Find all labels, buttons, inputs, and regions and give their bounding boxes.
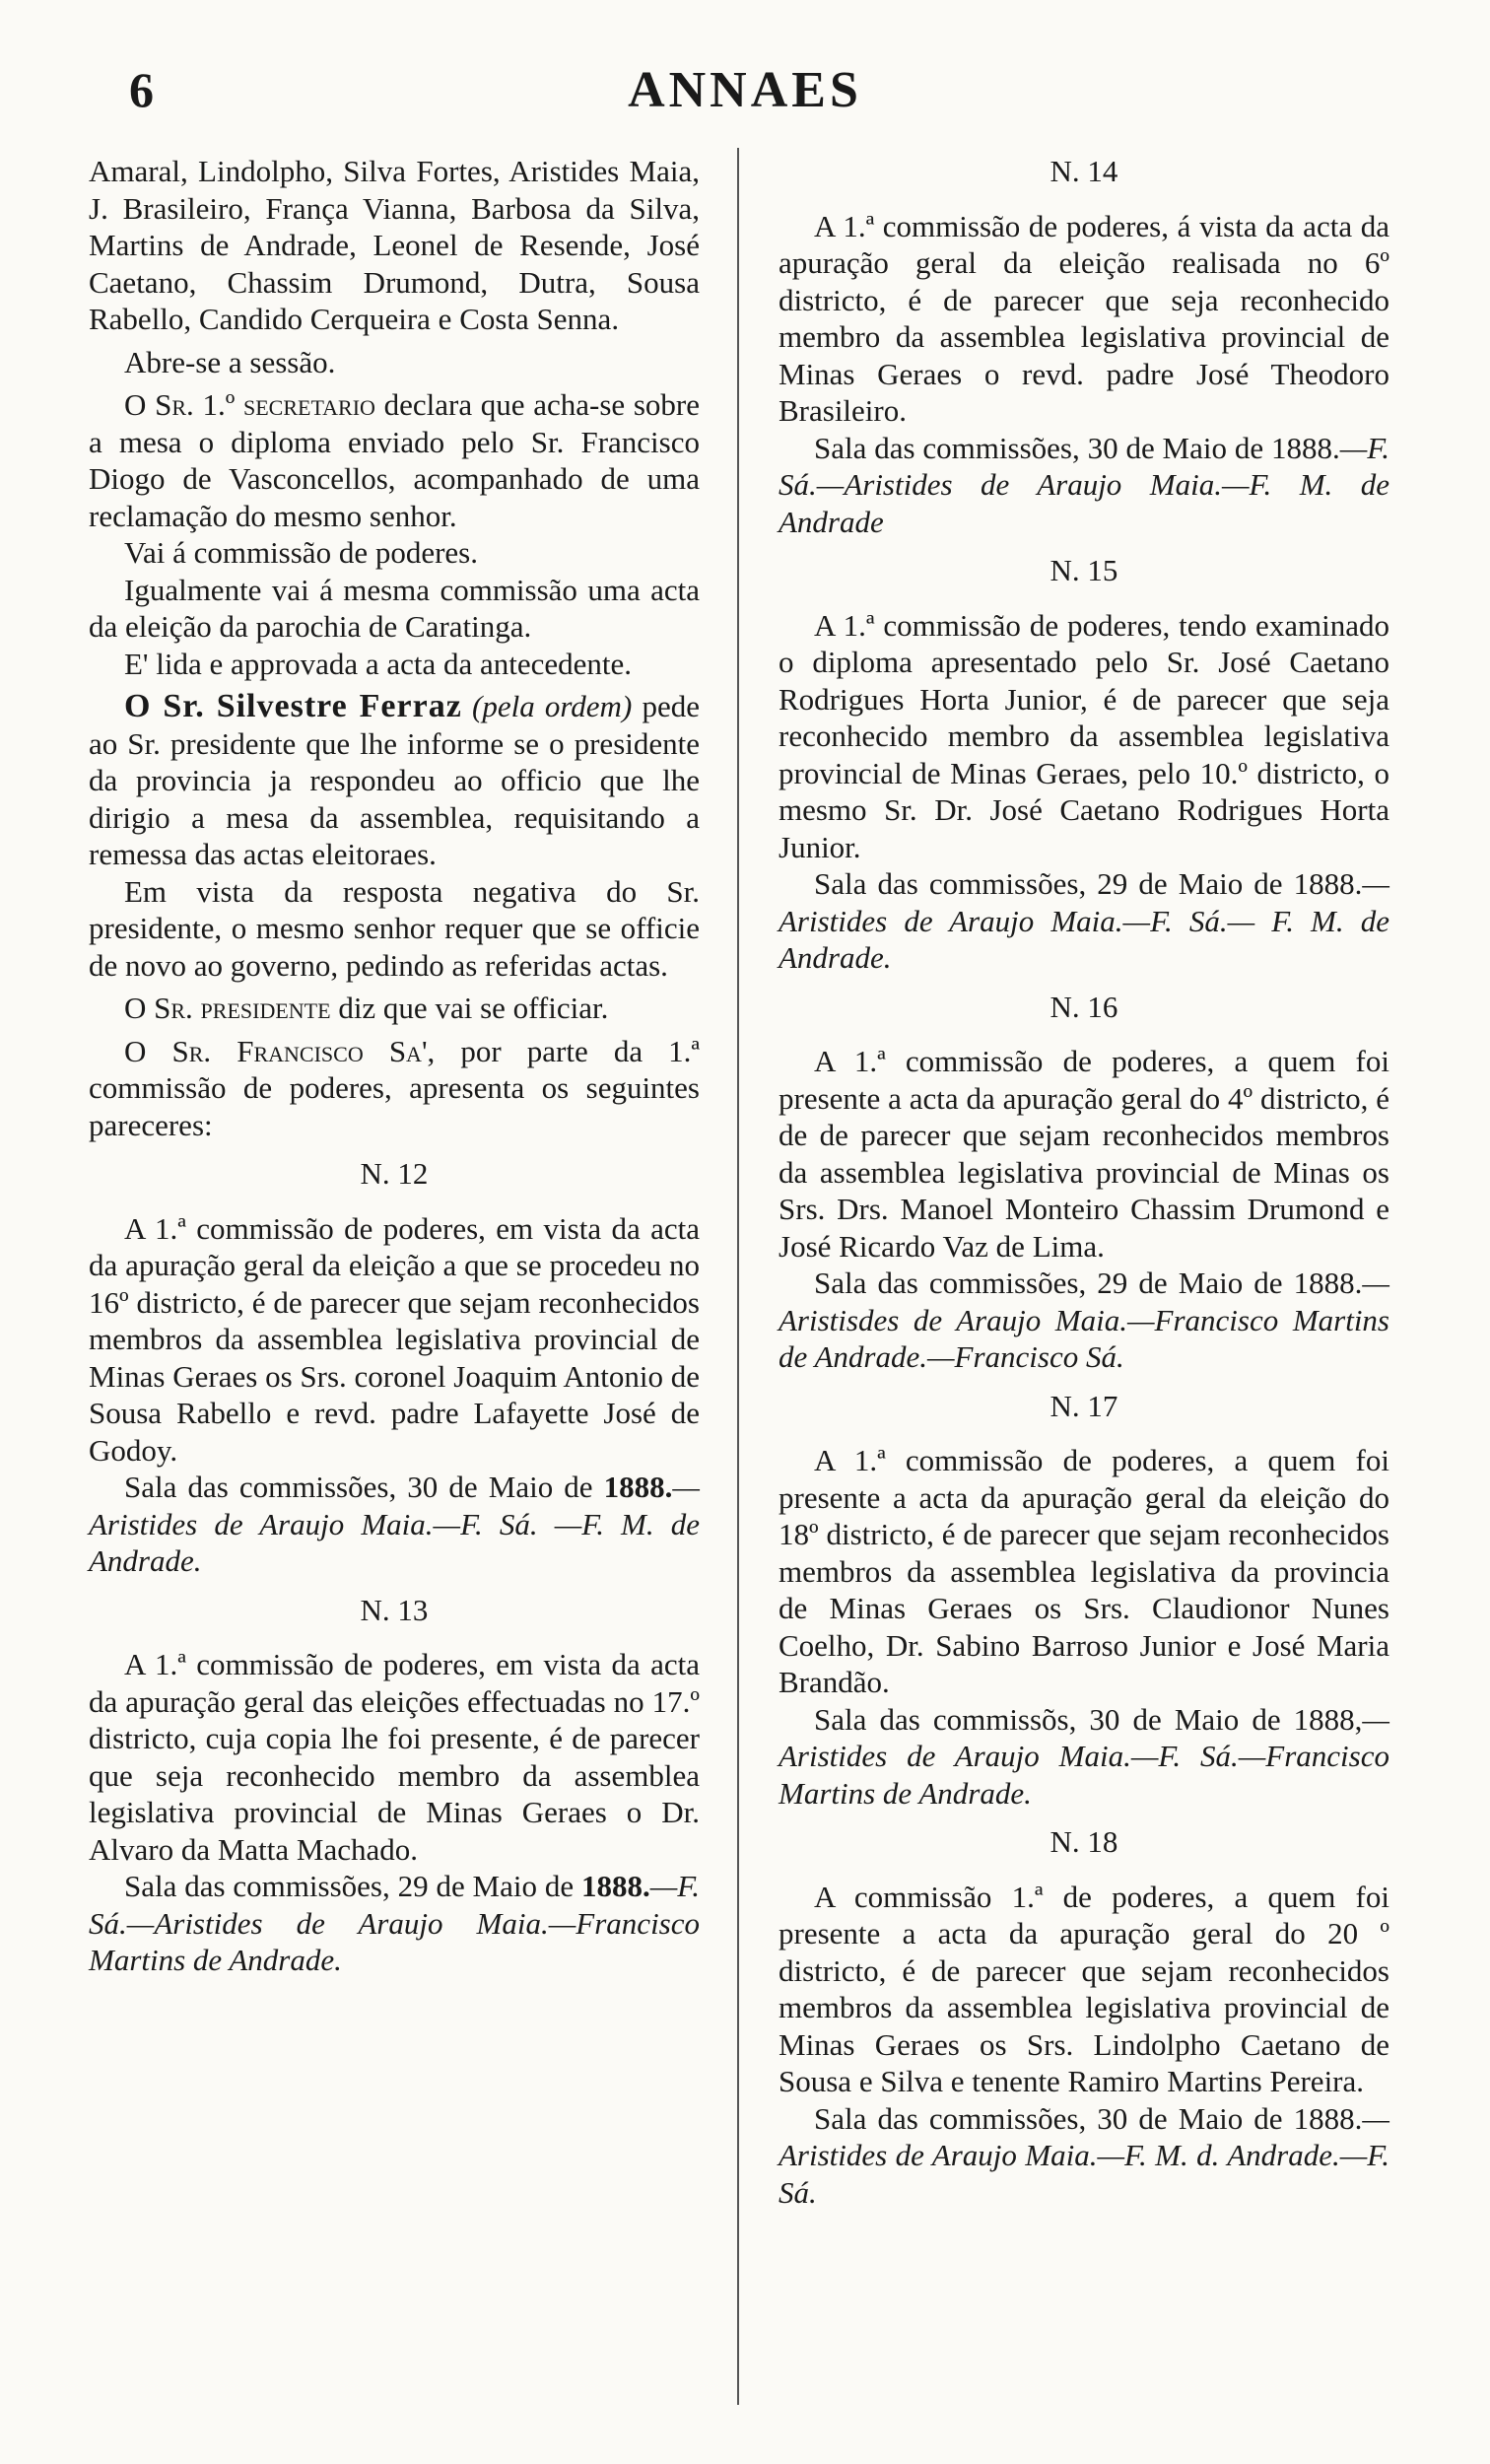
secretary-statement (89, 386, 700, 534)
signatories: —F. Sá.—Aristides de Araujo Maia.—Francisco Martins de Andrade. (89, 1869, 700, 1977)
opinion-signature-15 (779, 865, 1389, 977)
sala-line: Sala das commissõs, 30 de Maio de 1888, (814, 1701, 1363, 1737)
left-column (89, 153, 700, 1979)
year: 1888. (603, 1470, 673, 1504)
opinion-body-12: A 1.ª commissão de poderes, em vista da acta da apuração geral da eleição a que se procedeu no 16º districto, é de parecer que sejam reconhecidos membros da assemblea legislativa provincial de Minas Geraes os Srs. coronel Joaquim Antonio de Sousa Rabello e revd. padre Lafayette José de Godoy. (89, 1210, 700, 1468)
opinion-signature-13 (89, 1868, 700, 1979)
speaker-name: O Sr. Francisco Sa' (124, 1033, 428, 1068)
year: 1888. (580, 1869, 650, 1903)
opinion-signature-18 (779, 2100, 1389, 2212)
opinion-signature-12 (89, 1469, 700, 1580)
parish-acta-note: Igualmente vai á mesma commissão uma acta da eleição da parochia de Caratinga. (89, 572, 700, 644)
signatories: —Aristides de Araujo Maia.—F. Sá.—Francisco Martins de Andrade. (779, 1701, 1389, 1811)
signatories: —F. Sá.—Aristides de Araujo Maia.—F. M. de Andrade (779, 430, 1389, 539)
sala-line: Sala das commissões, 29 de Maio de (124, 1869, 581, 1903)
ferraz-statement (89, 688, 700, 873)
right-column (779, 153, 1389, 2211)
attendance-list: Amaral, Lindolpho, Silva Fortes, Aristides Maia, J. Brasileiro, França Vianna, Barbosa da Silva, Martins de Andrade, Leonel de Resende, José Caetano, Chassim Drumond, Dutra, Sousa Rabello, Candido Cerqueira e Costa Senna. (89, 154, 700, 336)
statement-text: diz que vai se officiar. (330, 991, 609, 1025)
opinion-heading-18: N. 18 (1050, 1824, 1118, 1859)
speaker-name: O Sr. 1.º secretario (124, 387, 375, 422)
signatories: —Aristides de Araujo Maia.—F. Sá. —F. M. de Andrade. (89, 1470, 700, 1578)
opinion-body-17: A 1.ª commissão de poderes, a quem foi presente a acta da apuração geral da eleição do 18º districto, é de parecer que sejam reconhecidos membros da assemblea legislativa da provincia de Minas Geraes os Srs. Claudionor Nunes Coelho, Dr. Sabino Barroso Junior e José Maria Brandão. (779, 1443, 1389, 1699)
statement-text: , por parte da 1.ª commissão de poderes, apresenta os seguintes pareceres: (89, 1033, 700, 1142)
page-header (94, 61, 1396, 140)
speaker-name: O Sr. Silvestre Ferraz (124, 688, 462, 724)
referral-note: Vai á commissão de poderes. (124, 535, 478, 570)
minutes-approval: E' lida e approvada a acta da antecedente. (124, 646, 633, 681)
column-divider (737, 148, 739, 2405)
opinion-body-13: A 1.ª commissão de poderes, em vista da acta da apuração geral das eleições effectuadas no 17.º districto, cuja copia lhe foi presente, é de parecer que seja reconhecido membro da assemblea legislativa provincial de Minas Geraes o Dr. Alvaro da Matta Machado. (89, 1647, 700, 1867)
opinion-body-18: A commissão 1.ª de poderes, a quem foi presente a acta da apuração geral do 20 º districto, é de parecer que sejam reconhecidos membros da assemblea legislativa provincial de Minas Geraes os Srs. Lindolpho Caetano de Sousa e Silva e tenente Ramiro Martins Pereira. (779, 1879, 1389, 2098)
sala-line: Sala das commissões, 29 de Maio de 1888. (814, 866, 1363, 901)
opinion-heading-14: N. 14 (1050, 154, 1118, 188)
session-opening: Abre-se a sessão. (124, 344, 336, 379)
opinion-heading-16: N. 16 (1050, 989, 1118, 1024)
sala-line: Sala das commissões, 30 de Maio de 1888. (814, 2100, 1363, 2136)
speaker-name: O Sr. presidente (124, 991, 331, 1025)
statement-text: pede ao Sr. presidente que lhe informe se o presidente da provincia ja respondeu ao officio que lhe dirigio a mesa da assemblea, requisitando a remessa das actas eleitoraes. (89, 689, 700, 871)
opinion-signature-16 (779, 1265, 1389, 1376)
signatories: —Aristides de Araujo Maia.—F. Sá.— F. M. de Andrade. (779, 866, 1389, 975)
page-number: 6 (129, 62, 154, 117)
speaker-aside: (pela ordem) (472, 689, 633, 723)
running-title: ANNAES (628, 62, 862, 118)
president-reply (89, 990, 700, 1027)
opinion-signature-14 (779, 430, 1389, 541)
signatories: —Aristides de Araujo Maia.—F. M. d. Andrade.—F. Sá. (779, 2100, 1389, 2210)
opinion-heading-13: N. 13 (360, 1592, 429, 1627)
opinion-heading-12: N. 12 (360, 1156, 429, 1191)
signatories: —Aristisdes de Araujo Maia.—Francisco Martins de Andrade.—Francisco Sá. (779, 1266, 1389, 1374)
opinion-signature-17 (779, 1701, 1389, 1813)
ferraz-request: Em vista da resposta negativa do Sr. presidente, o mesmo senhor requer que se officie de novo ao governo, pedindo as referidas actas. (89, 873, 700, 983)
opinion-body-14: A 1.ª commissão de poderes, á vista da acta da apuração geral da eleição realisada no 6º districto, é de parecer que seja reconhecido membro da assemblea legislativa provincial de Minas Geraes o revd. padre José Theodoro Brasileiro. (779, 208, 1389, 428)
opinion-body-16: A 1.ª commissão de poderes, a quem foi presente a acta da apuração geral do 4º districto, é de de parecer que sejam reconhecidos membros da assemblea legislativa provincial de Minas os Srs. Drs. Manoel Monteiro Chassim Drumond e José Ricardo Vaz de Lima. (779, 1044, 1389, 1264)
opinion-heading-15: N. 15 (1050, 553, 1118, 587)
opinion-heading-17: N. 17 (1050, 1388, 1118, 1423)
statement-text: declara que acha-se sobre a mesa o diploma enviado pelo Sr. Francisco Diogo de Vasconcellos, acompanhado de uma reclamação do mesmo senhor. (89, 387, 701, 533)
sala-line: Sala das commissões, 29 de Maio de 1888. (814, 1266, 1363, 1300)
sala-line: Sala das commissões, 30 de Maio de (124, 1470, 604, 1504)
opinion-body-15: A 1.ª commissão de poderes, tendo examinado o diploma apresentado pelo Sr. José Caetano Rodrigues Horta Junior, é de parecer que seja reconhecido membro da assemblea legislativa provincial de Minas Geraes, pelo 10.º districto, o mesmo Sr. Dr. José Caetano Rodrigues Horta Junior. (779, 607, 1389, 864)
sala-line: Sala das commissões, 30 de Maio de 1888. (814, 430, 1340, 465)
sa-statement (89, 1033, 700, 1144)
